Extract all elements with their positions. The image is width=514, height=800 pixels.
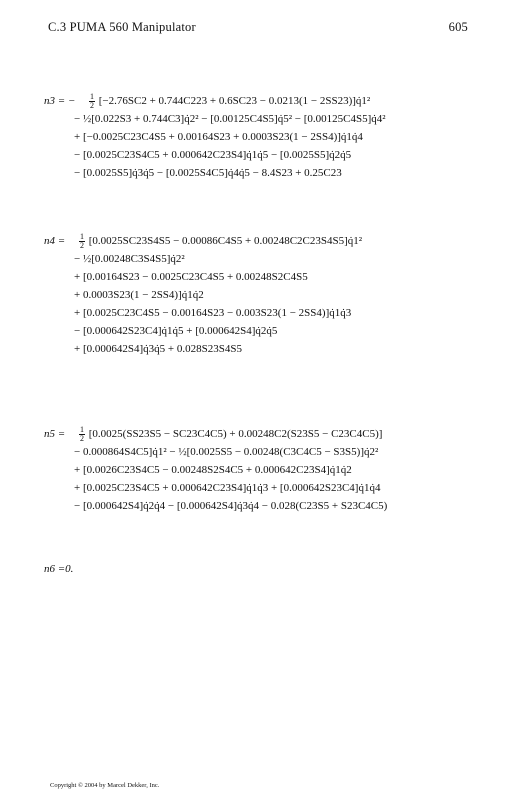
copyright-notice: Copyright © 2004 by Marcel Dekker, Inc. <box>50 782 160 789</box>
equation-label: n5 = <box>44 428 66 440</box>
equation-label: n4 = <box>44 235 66 247</box>
fraction-half: $\frac{1}{2}$ <box>80 231 84 250</box>
running-title: C.3 PUMA 560 Manipulator <box>48 20 196 34</box>
page-number: 605 <box>448 20 468 34</box>
fraction-half: $\frac{1}{2}$ <box>90 91 94 110</box>
equation-term: $\frac{1}{2}$ [0.0025SC23S4S5 − 0.00086C4S5 + 0.00248C2C23S4S5]q̇1² <box>80 231 363 250</box>
equation-label: n3 = − <box>44 95 76 107</box>
equation-label: n6 =0. <box>44 563 74 575</box>
equation-term: $\frac{1}{2}$ [0.0025(SS23S5 − SC23C4C5) + 0.00248C2(S23S5 − C23C4C5)] <box>80 424 383 443</box>
equation-term: $\frac{1}{2}$ [−2.76SC2 + 0.744C223 + 0.6SC23 − 0.0213(1 − 2SS23)]q̇1² <box>90 91 371 110</box>
fraction-half: $\frac{1}{2}$ <box>80 424 84 443</box>
